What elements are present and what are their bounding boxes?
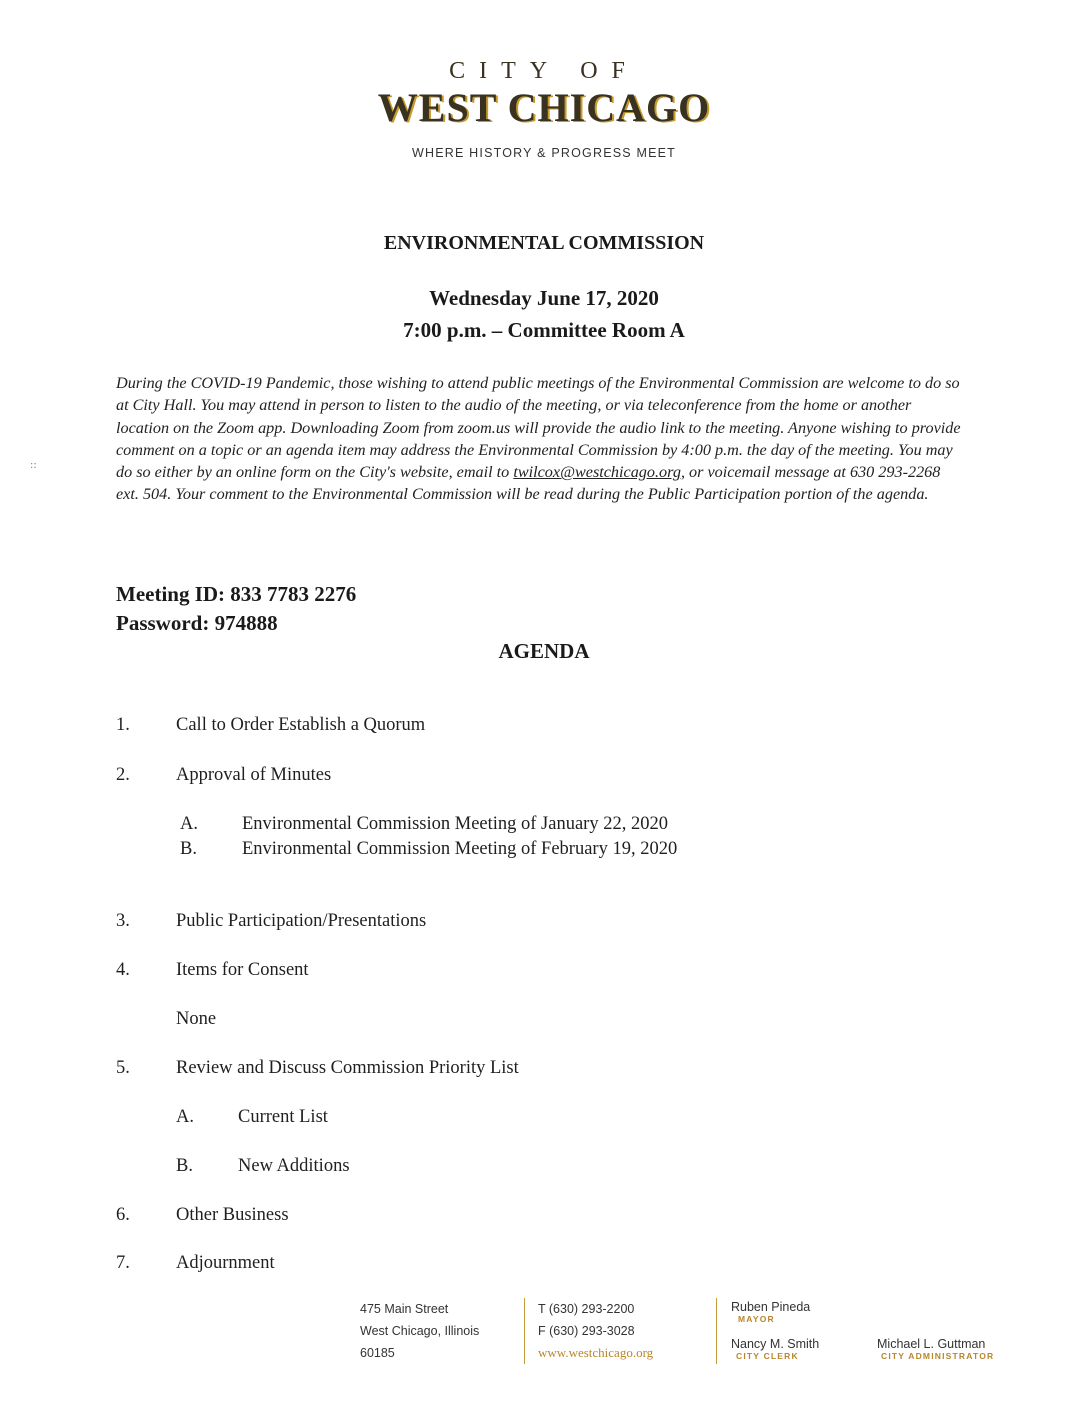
agenda-item-text: Call to Order Establish a Quorum xyxy=(176,715,426,735)
commission-title: ENVIRONMENTAL COMMISSION xyxy=(383,232,705,254)
agenda-item-number: 1. xyxy=(116,715,130,735)
agenda-subitem-text: Environmental Commission Meeting of January 22, 2020 xyxy=(242,814,668,834)
agenda-item-number: 6. xyxy=(116,1205,130,1225)
agenda-item-text: Other Business xyxy=(176,1205,289,1225)
footer-official-mayor xyxy=(731,1300,810,1324)
letterhead-tagline: WHERE HISTORY & PROGRESS MEET xyxy=(411,146,676,160)
agenda-item-number: 7. xyxy=(116,1253,130,1273)
agenda-item-number: 2. xyxy=(116,765,130,785)
official-name: Ruben Pineda xyxy=(731,1300,811,1314)
meeting-time-location: 7:00 p.m. – Committee Room A xyxy=(403,318,685,342)
official-role: CITY CLERK xyxy=(736,1351,799,1361)
official-role: MAYOR xyxy=(738,1314,775,1324)
notice-text-after-email: , or voicemail message at 630 293-2268 ext. 504. Your comment to the Environmental Commission will be read during the Public Participation portion of the agenda. xyxy=(116,463,941,504)
footer-divider xyxy=(524,1298,525,1364)
official-name: Nancy M. Smith xyxy=(731,1337,820,1351)
footer-official-clerk xyxy=(731,1337,819,1361)
footer-official-administrator xyxy=(877,1337,994,1361)
letterhead-city-name: WEST CHICAGO xyxy=(377,85,711,130)
agenda-subitem-text: Environmental Commission Meeting of February 19, 2020 xyxy=(242,839,678,859)
official-role: CITY ADMINISTRATOR xyxy=(881,1351,995,1361)
agenda-item-note: None xyxy=(176,1009,217,1029)
footer-contact xyxy=(538,1298,653,1364)
letterhead-city-of: CITY OF xyxy=(449,58,639,84)
footer-phone: T (630) 293-2200 xyxy=(538,1302,635,1316)
agenda-item-text: Public Participation/Presentations xyxy=(176,911,427,931)
footer-address-street: 475 Main Street xyxy=(360,1302,449,1316)
footer-address-zip: 60185 xyxy=(360,1346,395,1360)
agenda-subitem-letter: B. xyxy=(180,839,197,859)
footer-address-city: West Chicago, Illinois xyxy=(360,1324,480,1338)
agenda-subitem-letter: B. xyxy=(176,1156,193,1176)
notice-text-before-email: During the COVID-19 Pandemic, those wishing to attend public meetings of the Environmental Commission are welcome to do so at City Hall. You may attend in person to listen to the audio of the meeting, or via teleconference from the home or another location on the Zoom app. Downloading Zoom from zoom.us will provide the audio link to the meeting. Anyone wishing to provide comment on a topic or an agenda item may address the Environmental Commission by 4:00 p.m. the day of the meeting. You may do so either by an online form on the City's website, email to xyxy=(116,374,961,482)
agenda-item-number: 4. xyxy=(116,960,130,980)
footer-address xyxy=(360,1298,479,1364)
footer-divider xyxy=(716,1298,717,1364)
agenda-item-number: 5. xyxy=(116,1058,130,1078)
agenda-subitem-text: Current List xyxy=(238,1107,328,1127)
agenda-item-text: Review and Discuss Commission Priority List xyxy=(176,1058,519,1078)
official-name: Michael L. Guttman xyxy=(877,1337,986,1351)
margin-mark: :: xyxy=(30,460,37,471)
agenda-subitem-letter: A. xyxy=(180,814,198,834)
agenda-item-text: Approval of Minutes xyxy=(176,765,332,785)
footer-website-link[interactable]: www.westchicago.org xyxy=(538,1345,654,1360)
agenda-item-text: Adjournment xyxy=(176,1253,275,1273)
covid-notice xyxy=(116,372,962,506)
agenda-subitem-letter: A. xyxy=(176,1107,194,1127)
meeting-date: Wednesday June 17, 2020 xyxy=(429,286,659,310)
footer-fax: F (630) 293-3028 xyxy=(538,1324,635,1338)
notice-email-link[interactable]: twilcox@westchicago.org xyxy=(513,463,681,482)
agenda-item-number: 3. xyxy=(116,911,130,931)
agenda-item-text: Items for Consent xyxy=(176,960,309,980)
meeting-id: Meeting ID: 833 7783 2276 xyxy=(116,582,357,606)
agenda-subitem-text: New Additions xyxy=(238,1156,350,1176)
agenda-title: AGENDA xyxy=(498,639,590,663)
meeting-password: Password: 974888 xyxy=(116,611,278,635)
